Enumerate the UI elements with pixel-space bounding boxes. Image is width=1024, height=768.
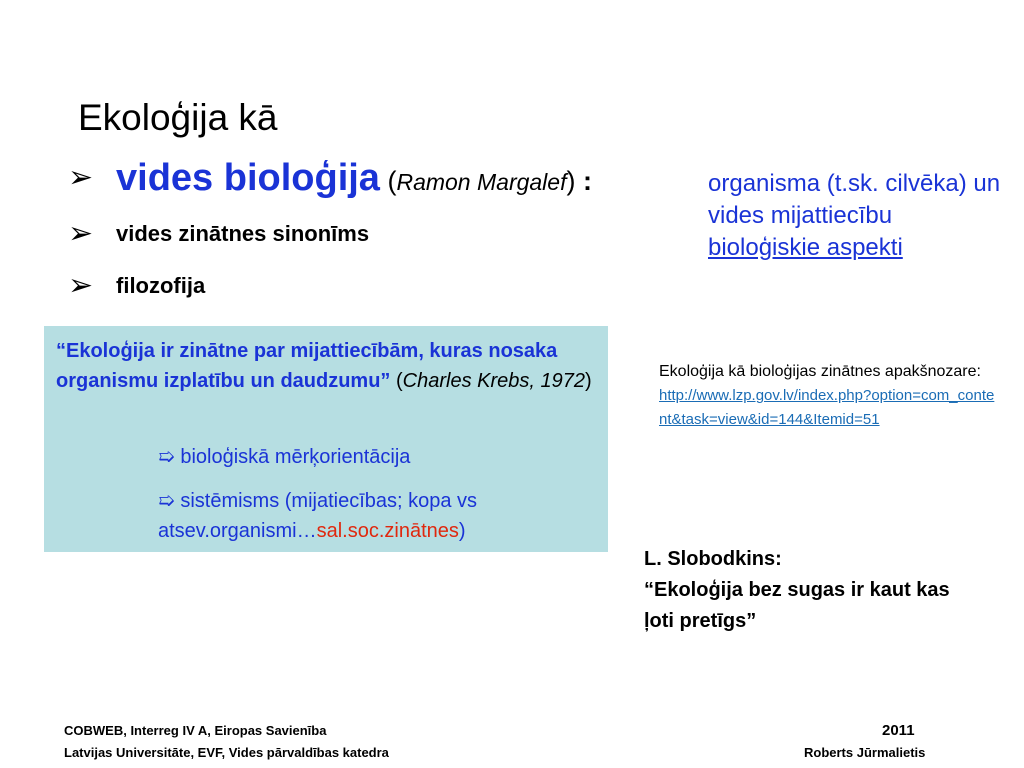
subpoint-biological-orientation: ➯ bioloģiskā mērķorientācija <box>158 446 411 468</box>
krebs-quote-box <box>44 326 608 552</box>
arrow-bullet-icon: ➢ <box>68 216 94 251</box>
arrow-bullet-icon: ➢ <box>68 160 94 195</box>
reference-url-link[interactable]: http://www.lzp.gov.lv/index.php?option=com_content&task=view&id=144&Itemid=51 <box>659 387 995 428</box>
slobodkins-quote: L. Slobodkins: “Ekoloģija bez sugas ir kaut kas ļoti pretīgs” <box>644 548 950 632</box>
author-margalef: Ramon Margalef <box>396 169 567 195</box>
subpoint-systemism: ➯ sistēmisms (mijatiecības; kopa vs atsev.organismi…sal.soc.zinātnes) <box>158 490 478 542</box>
footer-year: 2011 <box>882 722 915 739</box>
bullet-philosophy-label: filozofija <box>116 273 206 298</box>
footer-project: COBWEB, Interreg IV A, Eiropas Savienība <box>64 723 327 738</box>
slide-title: Ekoloģija kā <box>78 97 278 138</box>
footer-institution: Latvijas Universitāte, EVF, Vides pārvaldības katedra <box>64 745 389 760</box>
slobodkins-author: L. Slobodkins: <box>644 548 782 570</box>
definition-text: organisma (t.sk. cilvēka) un vides mijattiecību bioloģiskie aspekti <box>708 170 1001 261</box>
arrow-bullet-icon: ➢ <box>68 268 94 303</box>
krebs-quote: “Ekoloģija ir zinātne par mijattiecībām, kuras nosaka organismu izplatību un daudzumu” (Charles Krebs, 1972) <box>56 340 592 392</box>
reference-text: Ekoloģija kā bioloģijas zinātnes apakšnozare: <box>659 363 981 380</box>
bullet-synonym-label: vides zinātnes sinonīms <box>116 221 370 246</box>
footer-author: Roberts Jūrmalietis <box>804 745 926 760</box>
bullet-vides-biologija-label: vides bioloģija <box>116 157 380 199</box>
biological-aspects-link[interactable]: bioloģiskie aspekti <box>708 234 903 261</box>
reference-block <box>659 360 999 432</box>
author-krebs: Charles Krebs, 1972 <box>402 370 585 392</box>
social-sciences-note: sal.soc.zinātnes <box>316 520 459 542</box>
